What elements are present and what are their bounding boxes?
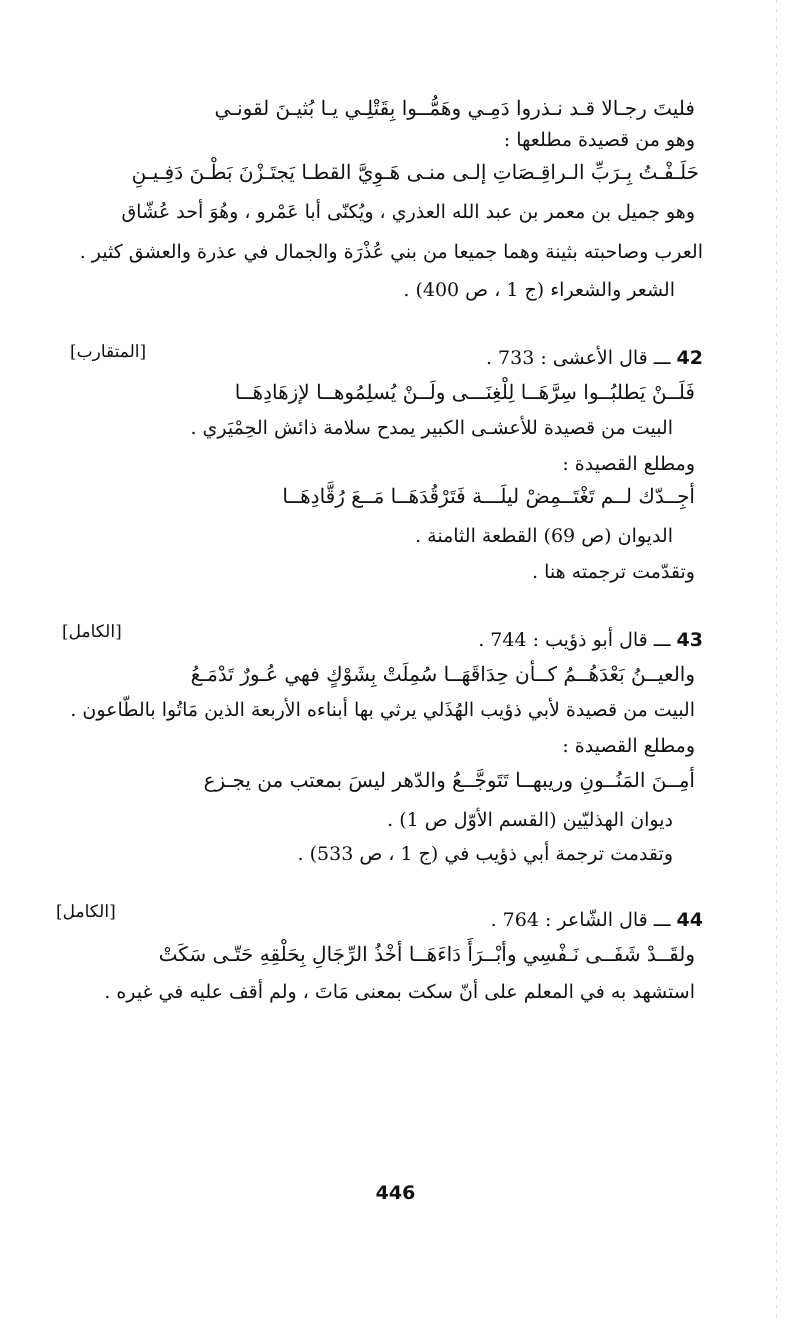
verse-line: ولقَــدْ شَفَــى نَـفْسِي وأبْــرَأَ دَاءَهَــا أخْذُ الرِّجَالِ بِحَلْقِهِ حَتّـى سَكَتْ <box>158 942 695 966</box>
text-line: العرب وصاحبته بثينة وهما جميعا من بني عُذْرَة والجمال في عذرة والعشق كثير . <box>79 241 703 263</box>
section-number: 42 <box>676 347 703 369</box>
verse-line: والعيــنُ بَعْدَهُــمُ كــأن حِدَاقَهَــا سُمِلَتْ بِشَوْكٍ فهي عُـورٌ تَدْمَـعُ <box>190 662 695 686</box>
verse-line: حَلَـفْـتُ بِـرَبِّ الـراقِـصَاتِ إلـى منـى هَـوِيَّ القطـا يَجتَـزْنَ بَطْـنَ دَفِـيـنِ <box>131 160 699 184</box>
verse-line: فَلَــنْ يَطلبُــوا سِرَّهَــا لِلْغِنَـــى ولَــنْ يُسلِمُوهــا لإزهَادِهَــا <box>234 380 695 404</box>
text-line: وهو من قصيدة مطلعها : <box>503 129 695 151</box>
meter-label: [الكامل] <box>62 622 122 642</box>
verse-line: أمِــنَ المَنُــونِ وريبهــا تَتَوجَّــعُ والدّهر ليسَ بمعتب من يجـزع <box>203 768 695 792</box>
section-heading-text: ـــ قال الشّاعر : 764 . <box>490 909 671 931</box>
section-heading <box>486 344 703 372</box>
verse-line: فليتَ رجـالا قـد نـذروا دَمِـي وهَمُّــوا بِقَتْلِـي يـا بُثيـنَ لقونـي <box>214 96 695 120</box>
section-heading <box>491 906 703 934</box>
text-line: البيت من قصيدة لأبي ذؤيب الهُذَلي يرثي بها أبناءه الأربعة الذين مَاتُوا بالطّاعون . <box>70 699 695 721</box>
section-heading-text: ـــ قال الأعشى : 733 . <box>485 347 671 369</box>
text-line: وتقدّمت ترجمته هنا . <box>531 561 695 583</box>
meter-label: [المتقارب] <box>70 342 147 362</box>
text-line: البيت من قصيدة للأعشـى الكبير يمدح سلامة ذائش الحِمْيَري . <box>190 417 673 439</box>
citation-line: وتقدمت ترجمة أبي ذؤيب في (ج 1 ، ص 533) . <box>297 843 673 865</box>
verse-line: أجِــدّك لــم تَغْتَــمِضْ ليلَـــة فَتَرْقُدَهَــا مَــعَ رُقَّادِهَــا <box>282 484 695 508</box>
citation-line: الشعر والشعراء (ج 1 ، ص 400) . <box>403 279 675 301</box>
text-line: ومطلع القصيدة : <box>562 735 695 757</box>
text-line: وهو جميل بن معمر بن عبد الله العذري ، ويُكنّى أبا عَمْرو ، وهُوَ أحد عُشّاق <box>121 201 695 223</box>
text-line: ومطلع القصيدة : <box>562 453 695 475</box>
citation-line: الديوان (ص 69) القطعة الثامنة . <box>415 525 673 547</box>
section-heading <box>478 626 703 654</box>
scan-edge-artifact <box>776 0 777 1320</box>
section-number: 44 <box>676 909 703 931</box>
page-number: 446 <box>375 1182 416 1204</box>
section-heading-text: ـــ قال أبو ذؤيب : 744 . <box>478 629 671 651</box>
citation-line: ديوان الهذليّين (القسم الأوّل ص 1) . <box>387 809 673 831</box>
section-number: 43 <box>676 629 703 651</box>
meter-label: [الكامل] <box>56 902 116 922</box>
text-line: استشهد به في المعلم على أنّ سكت بمعنى مَاتَ ، ولم أقف عليه في غيره . <box>104 981 695 1003</box>
